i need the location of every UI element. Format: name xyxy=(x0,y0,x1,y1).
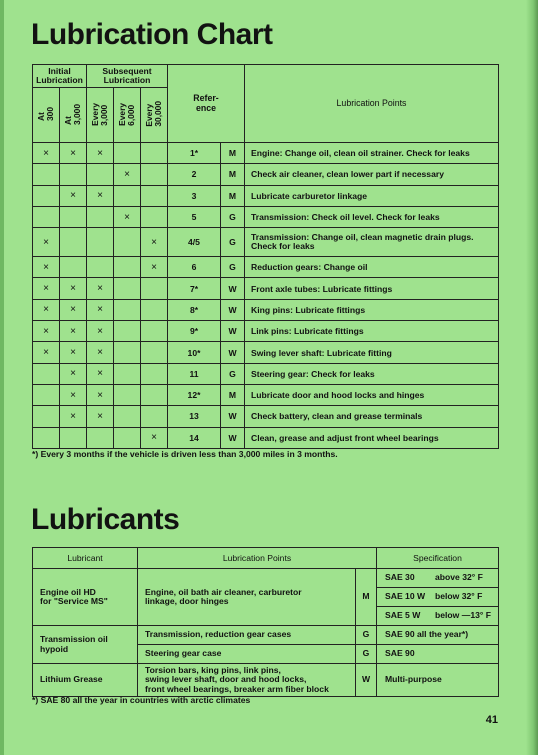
lubricant-code: G xyxy=(221,228,245,257)
mark-at-3000: × xyxy=(60,278,87,299)
mark-every-6000 xyxy=(114,363,141,384)
mark-every-6000: × xyxy=(114,164,141,185)
lubrication-point: Front axle tubes: Lubricate fittings xyxy=(245,278,499,299)
lubricant-code: G xyxy=(356,645,377,664)
specification: SAE 5 W below —13° F xyxy=(377,607,499,626)
lubrication-point: Swing lever shaft: Lubricate fitting xyxy=(245,342,499,363)
lubrication-points: Torsion bars, king pins, link pins, swing lever shaft, door and hood locks, front wheel bearings, breaker arm fiber block xyxy=(138,664,356,697)
mark-every-30000 xyxy=(141,206,168,227)
mark-at-300: × xyxy=(33,321,60,342)
lubricant-name: Engine oil HD for "Service MS" xyxy=(33,569,138,626)
lubricant-name: Lithium Grease xyxy=(33,664,138,697)
table-row xyxy=(33,626,499,645)
mark-at-300 xyxy=(33,206,60,227)
mark-at-300 xyxy=(33,406,60,427)
mark-every-6000 xyxy=(114,342,141,363)
lubricant-name: Transmission oil hypoid xyxy=(33,626,138,664)
lubrication-point: Transmission: Change oil, clean magnetic drain plugs. Check for leaks xyxy=(245,228,499,257)
page-edge-left xyxy=(0,0,4,755)
mark-every-6000 xyxy=(114,185,141,206)
table-row xyxy=(33,384,499,405)
header-lubrication-points: Lubrication Points xyxy=(245,65,499,143)
reference-number: 14 xyxy=(168,427,221,448)
mark-at-300: × xyxy=(33,342,60,363)
mark-every-30000 xyxy=(141,299,168,320)
mark-every-30000: × xyxy=(141,257,168,278)
mark-every-30000: × xyxy=(141,228,168,257)
chart-footnote: *) Every 3 months if the vehicle is driven less than 3,000 miles in 3 months. xyxy=(32,449,338,459)
lubricant-code: G xyxy=(356,626,377,645)
lubrication-point: Lubricate carburetor linkage xyxy=(245,185,499,206)
mark-every-30000 xyxy=(141,363,168,384)
lubricant-code: W xyxy=(221,278,245,299)
mark-every-3000: × xyxy=(87,342,114,363)
lubricants-table xyxy=(32,547,499,697)
mark-at-300 xyxy=(33,427,60,448)
lubricant-code: G xyxy=(221,257,245,278)
mark-every-30000 xyxy=(141,164,168,185)
mark-every-6000: × xyxy=(114,206,141,227)
lubricant-code: W xyxy=(356,664,377,697)
mark-every-3000 xyxy=(87,164,114,185)
mark-every-6000 xyxy=(114,143,141,164)
mark-at-300: × xyxy=(33,143,60,164)
table-row xyxy=(33,363,499,384)
lubricant-code: W xyxy=(221,406,245,427)
mark-at-3000: × xyxy=(60,384,87,405)
mark-every-3000: × xyxy=(87,363,114,384)
table-row xyxy=(33,342,499,363)
lubrication-points: Steering gear case xyxy=(138,645,356,664)
mark-every-30000: × xyxy=(141,427,168,448)
table-row xyxy=(33,228,499,257)
header-lubrication-points: Lubrication Points xyxy=(138,548,377,569)
mark-every-3000: × xyxy=(87,321,114,342)
mark-at-300: × xyxy=(33,228,60,257)
mark-every-6000 xyxy=(114,257,141,278)
lubricant-code: W xyxy=(221,427,245,448)
reference-number: 1* xyxy=(168,143,221,164)
header-every-3000: Every 3,000 xyxy=(87,88,114,143)
header-reference: Refer- ence xyxy=(168,65,245,143)
mark-every-30000 xyxy=(141,143,168,164)
header-every-30000: Every 30,000 xyxy=(141,88,168,143)
mark-every-3000: × xyxy=(87,384,114,405)
mark-at-300 xyxy=(33,384,60,405)
lubrication-points: Engine, oil bath air cleaner, carburetor linkage, door hinges xyxy=(138,569,356,626)
mark-at-3000: × xyxy=(60,406,87,427)
reference-number: 3 xyxy=(168,185,221,206)
header-every-6000: Every 6,000 xyxy=(114,88,141,143)
mark-at-3000 xyxy=(60,257,87,278)
header-specification: Specification xyxy=(377,548,499,569)
mark-at-300 xyxy=(33,164,60,185)
mark-at-300 xyxy=(33,185,60,206)
mark-at-3000: × xyxy=(60,185,87,206)
page-number: 41 xyxy=(485,714,498,726)
lubricants-footnote: *) SAE 80 all the year in countries with arctic climates xyxy=(32,695,251,705)
reference-number: 7* xyxy=(168,278,221,299)
lubrication-point: Engine: Change oil, clean oil strainer. Check for leaks xyxy=(245,143,499,164)
mark-every-6000 xyxy=(114,278,141,299)
table-row xyxy=(33,278,499,299)
mark-every-30000 xyxy=(141,342,168,363)
lubricant-code: G xyxy=(221,206,245,227)
mark-every-3000: × xyxy=(87,278,114,299)
mark-every-6000 xyxy=(114,384,141,405)
lubrication-point: Check air cleaner, clean lower part if necessary xyxy=(245,164,499,185)
lubrication-point: Check battery, clean and grease terminals xyxy=(245,406,499,427)
lubricants-title: Lubricants xyxy=(31,503,180,536)
mark-every-30000 xyxy=(141,321,168,342)
table-row xyxy=(33,427,499,448)
mark-at-300 xyxy=(33,363,60,384)
mark-at-300: × xyxy=(33,278,60,299)
mark-every-30000 xyxy=(141,278,168,299)
mark-at-3000 xyxy=(60,228,87,257)
reference-number: 11 xyxy=(168,363,221,384)
reference-number: 10* xyxy=(168,342,221,363)
mark-at-3000 xyxy=(60,164,87,185)
mark-every-3000 xyxy=(87,427,114,448)
lubrication-point: Lubricate door and hood locks and hinges xyxy=(245,384,499,405)
mark-every-3000: × xyxy=(87,185,114,206)
reference-number: 4/5 xyxy=(168,228,221,257)
mark-at-3000: × xyxy=(60,363,87,384)
lubrication-chart-title: Lubrication Chart xyxy=(31,18,273,51)
table-row xyxy=(33,185,499,206)
mark-every-30000 xyxy=(141,384,168,405)
lubrication-chart-table xyxy=(32,64,499,449)
table-row xyxy=(33,664,499,697)
lubrication-points: Transmission, reduction gear cases xyxy=(138,626,356,645)
table-row xyxy=(33,206,499,227)
lubrication-point: Steering gear: Check for leaks xyxy=(245,363,499,384)
mark-at-300: × xyxy=(33,299,60,320)
lubricant-code: W xyxy=(221,321,245,342)
lubricant-code: M xyxy=(221,164,245,185)
mark-at-300: × xyxy=(33,257,60,278)
lubrication-point: Link pins: Lubricate fittings xyxy=(245,321,499,342)
mark-every-6000 xyxy=(114,321,141,342)
table-row xyxy=(33,569,499,588)
mark-every-3000: × xyxy=(87,143,114,164)
mark-every-3000 xyxy=(87,206,114,227)
mark-every-6000 xyxy=(114,228,141,257)
mark-every-6000 xyxy=(114,299,141,320)
lubricant-code: M xyxy=(221,384,245,405)
mark-at-3000 xyxy=(60,427,87,448)
lubricant-code: G xyxy=(221,363,245,384)
reference-number: 8* xyxy=(168,299,221,320)
mark-at-3000: × xyxy=(60,299,87,320)
lubrication-point: King pins: Lubricate fittings xyxy=(245,299,499,320)
specification: SAE 30 above 32° F xyxy=(377,569,499,588)
lubricant-code: W xyxy=(221,342,245,363)
mark-every-3000 xyxy=(87,257,114,278)
table-row xyxy=(33,257,499,278)
reference-number: 13 xyxy=(168,406,221,427)
mark-at-3000: × xyxy=(60,342,87,363)
table-row xyxy=(33,299,499,320)
lubricant-code: M xyxy=(221,143,245,164)
lubricant-code: W xyxy=(221,299,245,320)
mark-every-3000: × xyxy=(87,299,114,320)
table-row xyxy=(33,321,499,342)
specification: SAE 90 all the year*) xyxy=(377,626,499,645)
mark-every-6000 xyxy=(114,406,141,427)
reference-number: 9* xyxy=(168,321,221,342)
mark-every-3000: × xyxy=(87,406,114,427)
table-row xyxy=(33,164,499,185)
mark-at-3000 xyxy=(60,206,87,227)
lubrication-point: Transmission: Check oil level. Check for leaks xyxy=(245,206,499,227)
reference-number: 5 xyxy=(168,206,221,227)
reference-number: 6 xyxy=(168,257,221,278)
mark-every-30000 xyxy=(141,406,168,427)
header-at-3000: At 3,000 xyxy=(60,88,87,143)
header-at-300: At 300 xyxy=(33,88,60,143)
table-row xyxy=(33,406,499,427)
mark-at-3000: × xyxy=(60,321,87,342)
page-edge-right xyxy=(526,0,538,755)
mark-every-3000 xyxy=(87,228,114,257)
header-subsequent-lubrication: Subsequent Lubrication xyxy=(87,65,168,88)
mark-at-3000: × xyxy=(60,143,87,164)
header-initial-lubrication: Initial Lubrication xyxy=(33,65,87,88)
reference-number: 12* xyxy=(168,384,221,405)
specification: SAE 10 W below 32° F xyxy=(377,588,499,607)
lubrication-point: Clean, grease and adjust front wheel bearings xyxy=(245,427,499,448)
specification: Multi-purpose xyxy=(377,664,499,697)
reference-number: 2 xyxy=(168,164,221,185)
mark-every-6000 xyxy=(114,427,141,448)
lubrication-point: Reduction gears: Change oil xyxy=(245,257,499,278)
header-lubricant: Lubricant xyxy=(33,548,138,569)
table-row xyxy=(33,143,499,164)
lubricant-code: M xyxy=(221,185,245,206)
lubricant-code: M xyxy=(356,569,377,626)
mark-every-30000 xyxy=(141,185,168,206)
specification: SAE 90 xyxy=(377,645,499,664)
